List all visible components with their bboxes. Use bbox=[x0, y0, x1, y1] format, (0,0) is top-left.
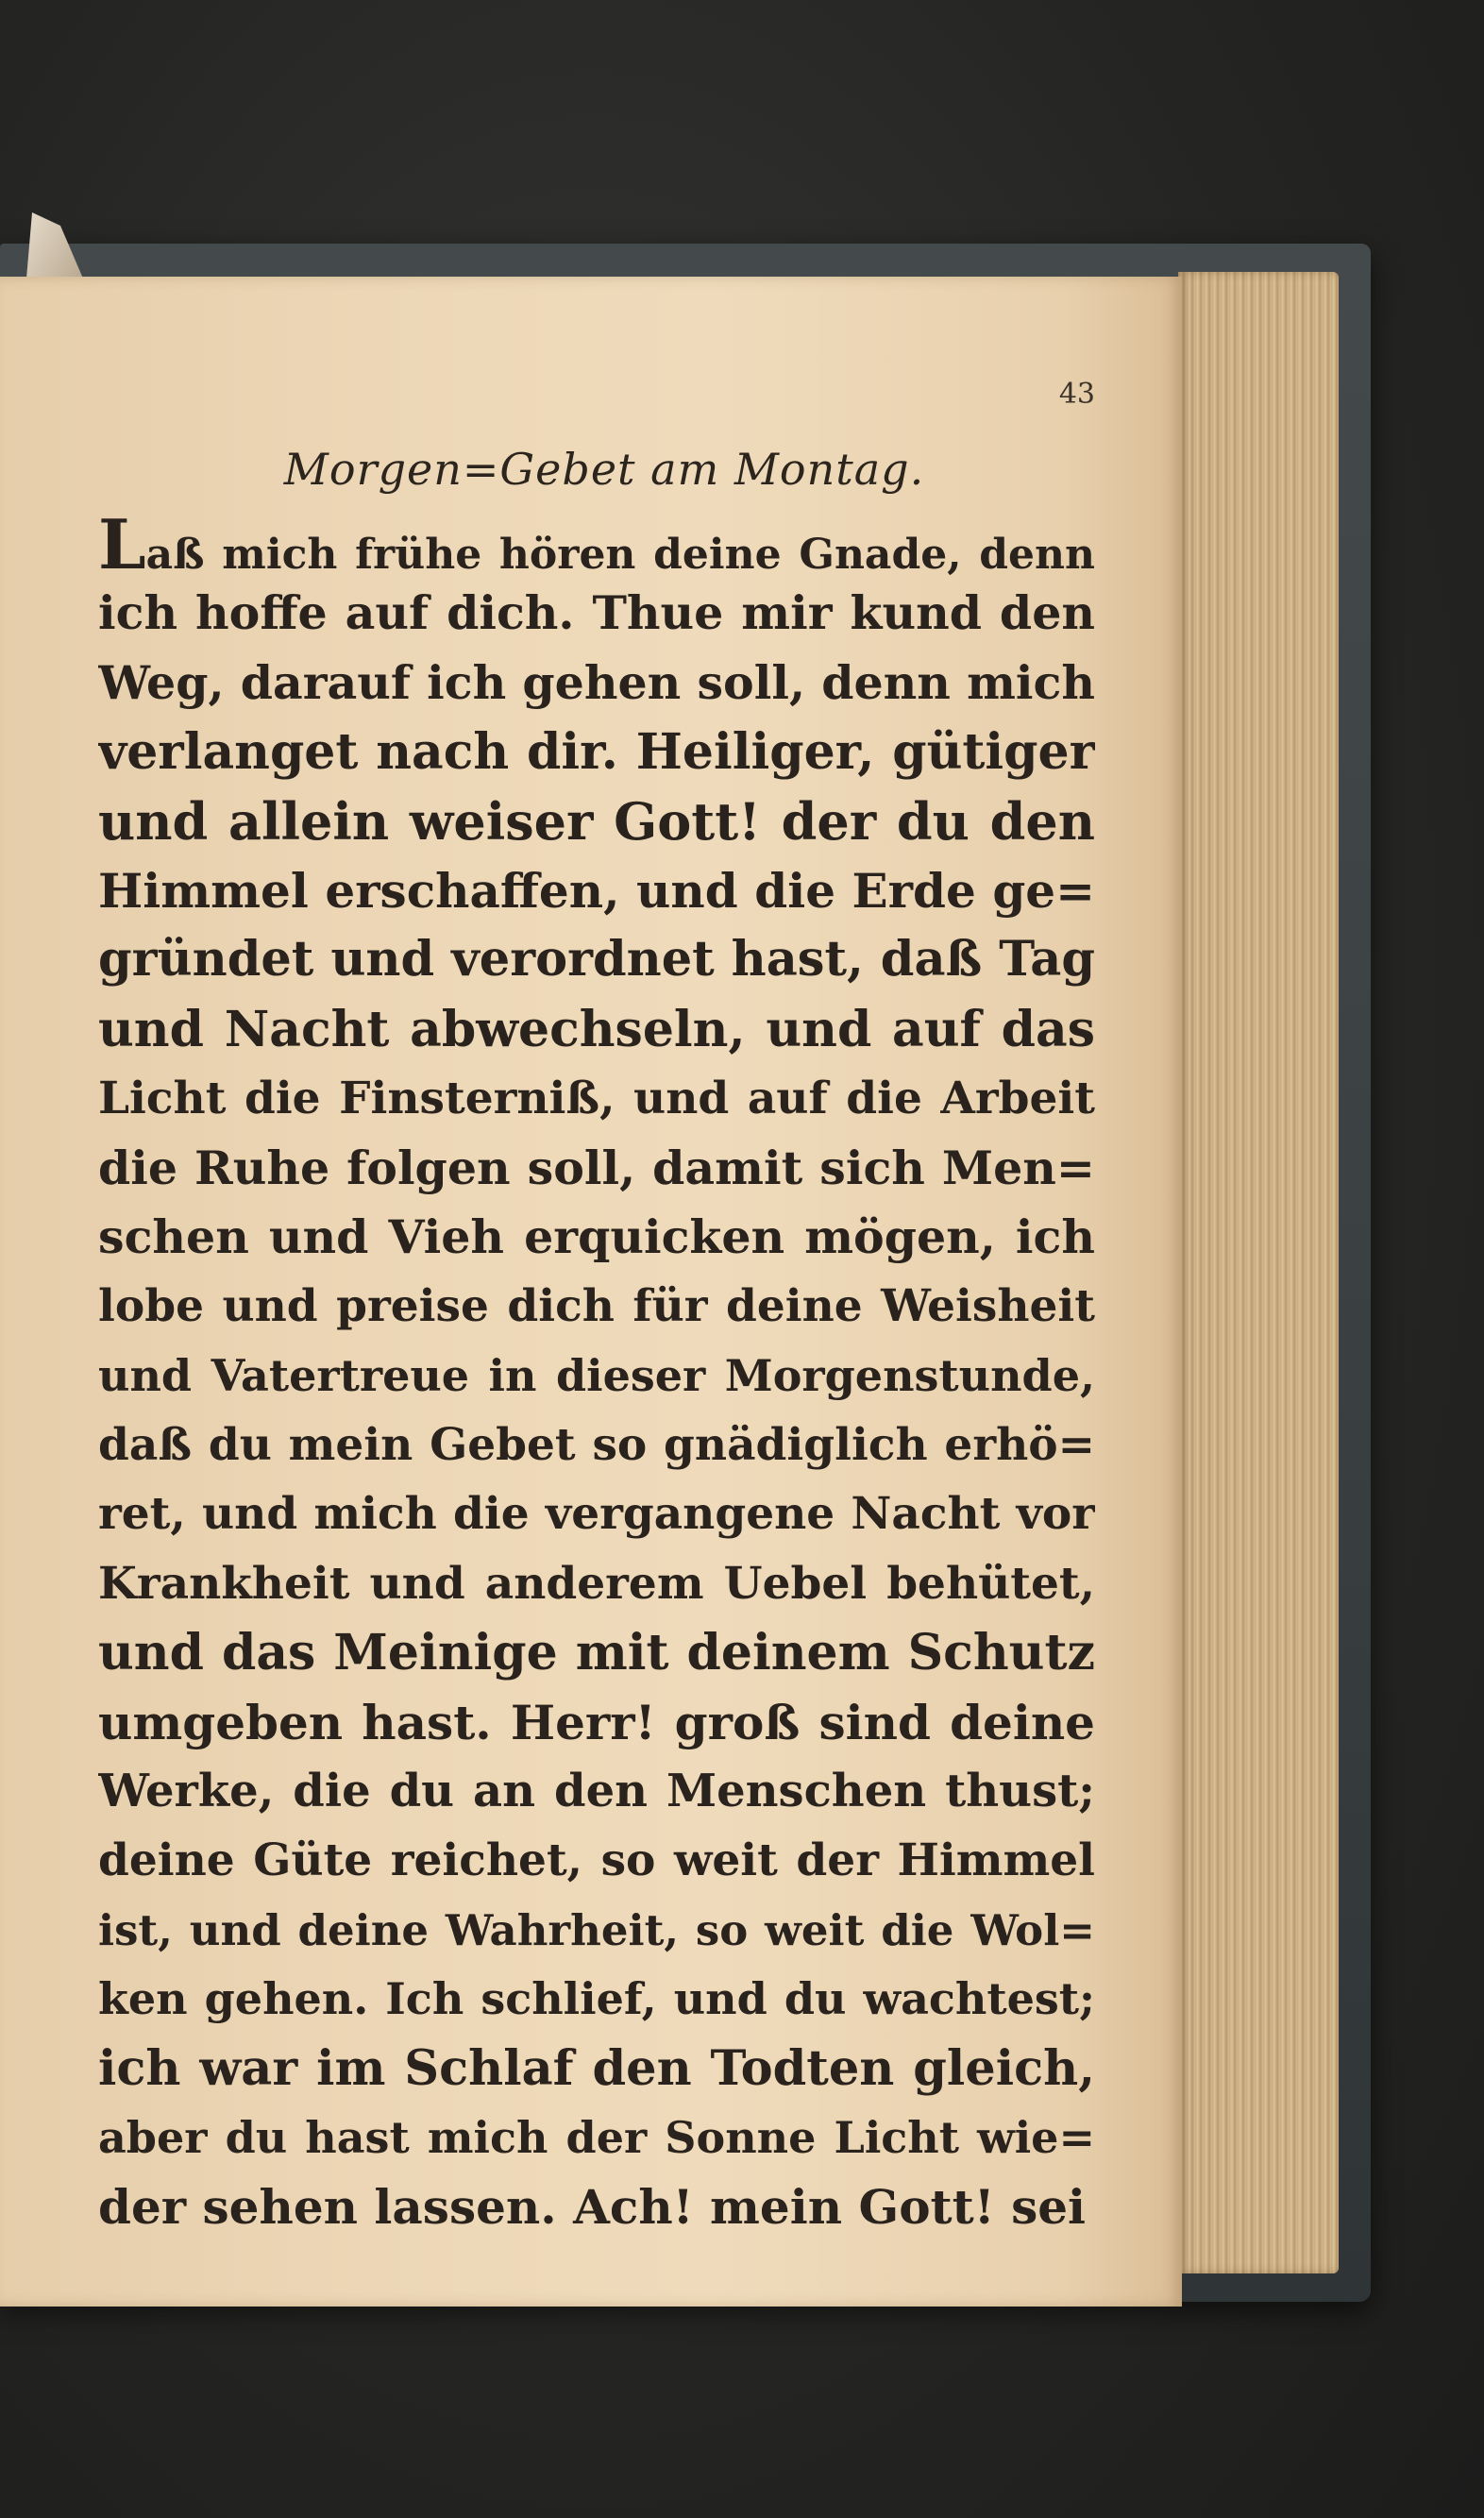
text-line: deine Güte reichet, so weit der Himmel bbox=[98, 1834, 1095, 1887]
text-line: Himmel erschaffen, und die Erde ge= bbox=[98, 862, 1095, 919]
text-line: Weg, darauf ich gehen soll, denn mich bbox=[98, 654, 1095, 710]
text-line: schen und Vieh erquicken mögen, ich bbox=[98, 1208, 1095, 1264]
text-line: ret, und mich die vergangene Nacht vor bbox=[98, 1488, 1095, 1541]
page-heading: Morgen=Gebet am Montag. bbox=[283, 444, 925, 495]
text-line: ist, und deine Wahrheit, so weit die Wol= bbox=[98, 1904, 1095, 1955]
text-line: und Vatertreue in dieser Morgenstunde, bbox=[98, 1349, 1095, 1401]
text-line: lobe und preise dich für deine Weisheit bbox=[98, 1280, 1095, 1333]
text-line: verlanget nach dir. Heiliger, gütiger bbox=[98, 723, 1095, 782]
text-line: ken gehen. Ich schlief, und du wachtest; bbox=[98, 1973, 1095, 2025]
body-text bbox=[98, 510, 1095, 2242]
text-line: umgeben hast. Herr! groß sind deine bbox=[98, 1694, 1095, 1750]
text-line: Licht die Finsterniß, und auf die Arbeit bbox=[98, 1073, 1095, 1125]
text-line: aber du hast mich der Sonne Licht wie= bbox=[98, 2111, 1095, 2163]
text-line: gründet und verordnet hast, daß Tag bbox=[98, 931, 1095, 989]
page-number: 43 bbox=[1058, 378, 1095, 411]
text-line: und Nacht abwechseln, und auf das bbox=[98, 1000, 1095, 1058]
text-line: ich war im Schlaf den Todten gleich, bbox=[98, 2039, 1095, 2097]
text-line: daß du mein Gebet so gnädiglich erhö= bbox=[98, 1419, 1095, 1472]
text-line: Werke, die du an den Menschen thust; bbox=[98, 1765, 1095, 1818]
text-line: die Ruhe folgen soll, damit sich Men= bbox=[98, 1140, 1095, 1195]
text-line: der sehen lassen. Ach! mein Gott! sei bbox=[98, 2179, 1087, 2236]
text-line: und das Meinige mit deinem Schutz bbox=[98, 1624, 1095, 1682]
text-line: und allein weiser Gott! der du den bbox=[98, 790, 1095, 852]
page-block-edge bbox=[1178, 272, 1339, 2273]
text-line: ich hoffe auf dich. Thue mir kund den bbox=[98, 585, 1095, 641]
text-line: Krankheit und anderem Uebel behütet, bbox=[98, 1557, 1095, 1610]
text-line: Laß mich frühe hören deine Gnade, denn bbox=[98, 510, 1095, 580]
